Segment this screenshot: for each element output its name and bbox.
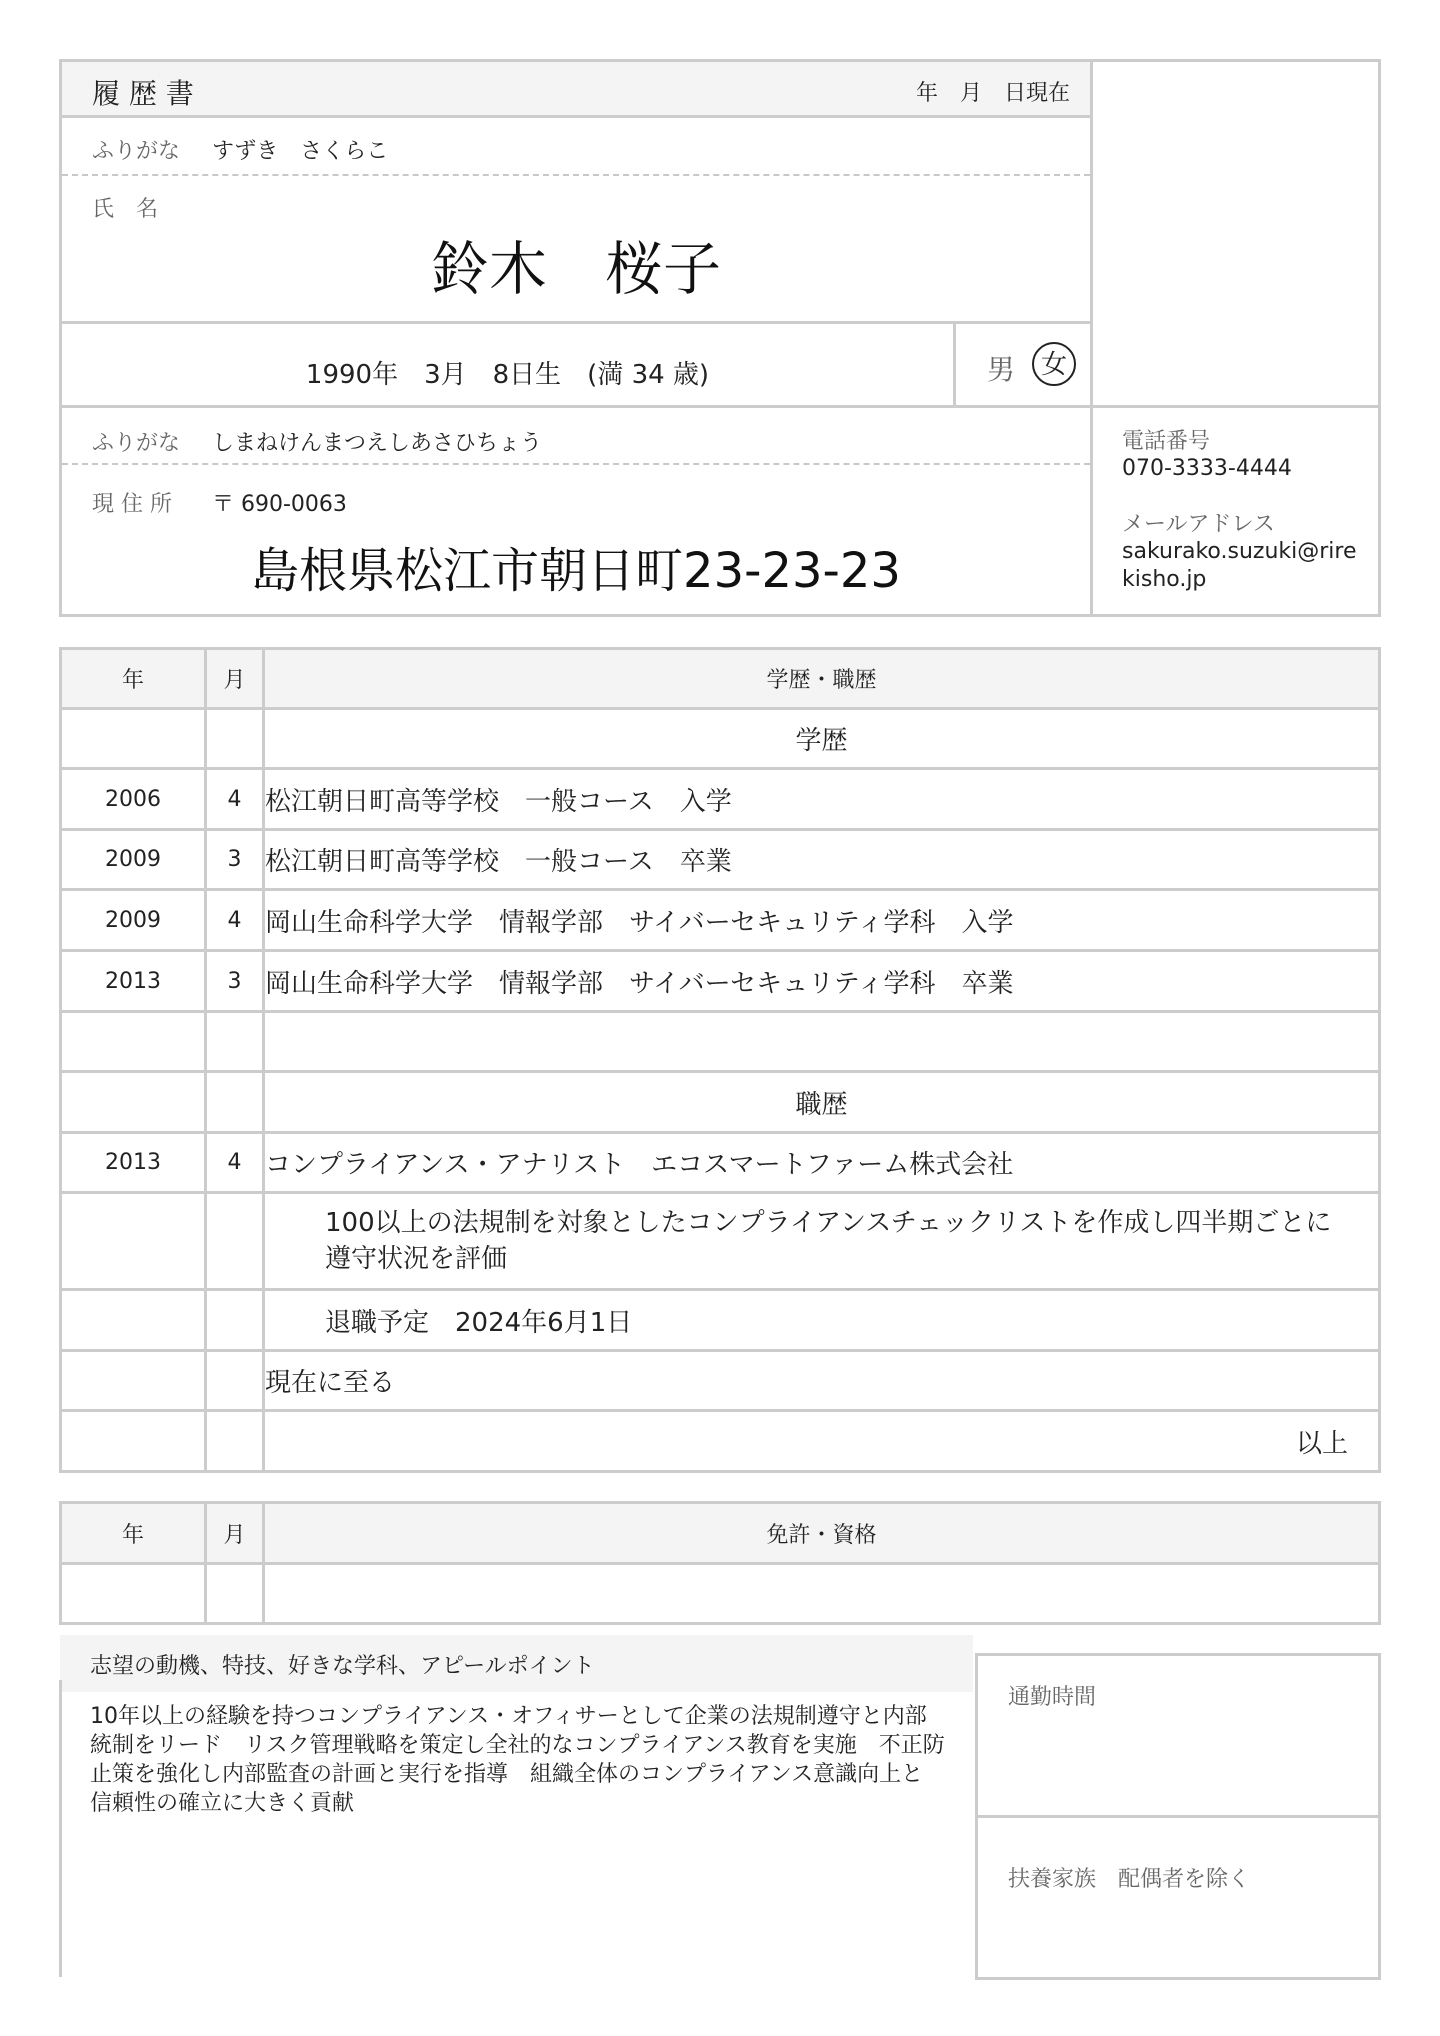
divider [62,321,1090,324]
section-heading-work: 職歴 [264,1072,1380,1133]
licenses-table [59,1501,1381,1625]
history-entry: 松江朝日町高等学校 一般コース 卒業 [264,830,1380,890]
email-line-2: kisho.jp [1122,567,1207,592]
motivation-label: 志望の動機、特技、好きな学科、アピールポイント [90,1654,595,1679]
postal-code: 〒 690-0063 [212,492,347,517]
gender-divider [953,321,956,405]
year-cell [61,1072,206,1133]
year-header: 年 [61,649,206,709]
year-cell: 2006 [61,769,206,830]
divider [62,405,1378,408]
month-cell [206,1351,264,1411]
history-header-row [61,649,1380,709]
month-cell: 4 [206,1133,264,1193]
table-row [61,769,1380,830]
history-content-header: 学歴・職歴 [264,649,1380,709]
year-cell: 2009 [61,830,206,890]
profile-section [59,59,1381,617]
address-label: 現 住 所 [92,492,172,517]
side-info-box [975,1653,1381,1980]
name-furigana: すずき さくらこ [212,139,389,164]
history-entry: 松江朝日町高等学校 一般コース 入学 [264,769,1380,830]
table-row [61,1193,1380,1290]
photo-area [1093,62,1378,405]
resignation-note: 退職予定 2024年6月1日 [264,1290,1380,1351]
year-cell [61,1193,206,1290]
address-furigana-label: ふりがな [92,431,181,456]
section-heading-education: 学歴 [264,709,1380,769]
month-cell: 4 [206,890,264,951]
dependents-label: 扶養家族 配偶者を除く [1008,1867,1251,1892]
table-row [61,709,1380,769]
motivation-header [60,1635,973,1692]
birth-date: 1990年 3月 8日生 (満 34 歳) [305,360,710,390]
license-entry [264,1564,1380,1624]
full-name: 鈴木 桜子 [430,235,721,303]
blank-entry [264,1012,1380,1072]
table-row [61,1012,1380,1072]
phone-label: 電話番号 [1122,429,1211,454]
year-cell [61,1290,206,1351]
table-row [61,1072,1380,1133]
month-cell [206,1564,264,1624]
month-cell [206,1290,264,1351]
current-status: 現在に至る [264,1351,1380,1411]
month-cell [206,1072,264,1133]
table-row [61,1351,1380,1411]
month-cell: 3 [206,951,264,1012]
month-cell: 4 [206,769,264,830]
month-cell [206,1193,264,1290]
year-header: 年 [61,1503,206,1564]
table-row [61,1133,1380,1193]
table-row [61,1564,1380,1624]
history-entry: 岡山生命科学大学 情報学部 サイバーセキュリティ学科 卒業 [264,951,1380,1012]
year-cell: 2013 [61,951,206,1012]
table-row [61,1411,1380,1472]
motivation-text: 10年以上の経験を持つコンプライアンス・オフィサーとして企業の法規制遵守と内部統制をリード リスク管理戦略を策定し全社的なコンプライアンス教育を実施 不正防止策を強化し内部監査の計画と実行を指導 組織全体のコンプライアンス意識向上と信頼性の確立に大きく貢献 [90,1704,945,1816]
month-cell [206,1012,264,1072]
table-row [61,890,1380,951]
year-cell [61,1411,206,1472]
year-cell [61,1012,206,1072]
end-marker: 以上 [264,1411,1380,1472]
email-line-1: sakurako.suzuki@rire [1122,539,1357,564]
year-cell [61,1351,206,1411]
dashed-divider [62,463,1090,465]
job-description: 100以上の法規制を対象としたコンプライアンスチェックリストを作成し四半期ごとに遵守状況を評価 [264,1193,1380,1290]
name-furigana-label: ふりがな [92,139,181,164]
licenses-content-header: 免許・資格 [264,1503,1380,1564]
dashed-divider [62,174,1090,176]
licenses-header-row [61,1503,1380,1564]
month-cell: 3 [206,830,264,890]
table-row [61,830,1380,890]
resume-title: 履 歴 書 [92,77,194,110]
address-furigana: しまねけんまつえしあさひちょう [212,431,543,456]
email-label: メールアドレス [1122,512,1275,537]
history-table [59,647,1381,1473]
history-entry: 岡山生命科学大学 情報学部 サイバーセキュリティ学科 入学 [264,890,1380,951]
month-header: 月 [206,1503,264,1564]
year-cell: 2009 [61,890,206,951]
month-cell [206,1411,264,1472]
history-entry: コンプライアンス・アナリスト エコスマートファーム株式会社 [264,1133,1380,1193]
year-cell: 2013 [61,1133,206,1193]
table-row [61,1290,1380,1351]
divider [62,115,1090,118]
address-value: 島根県松江市朝日町23-23-23 [251,543,901,599]
selected-gender-circle: 女 [1032,342,1076,386]
month-header: 月 [206,649,264,709]
year-cell [61,1564,206,1624]
name-label: 氏 名 [92,197,159,222]
commute-time-label: 通勤時間 [1008,1685,1097,1710]
table-row [61,951,1380,1012]
gender-female-circled [1032,342,1076,386]
divider [978,1815,1378,1818]
year-cell [61,709,206,769]
motivation-left-border [59,1680,62,1977]
month-cell [206,709,264,769]
date-as-of-label: 年 月 日現在 [915,81,1070,106]
gender-male: 男 [987,353,1016,386]
phone-number: 070-3333-4444 [1122,456,1292,481]
